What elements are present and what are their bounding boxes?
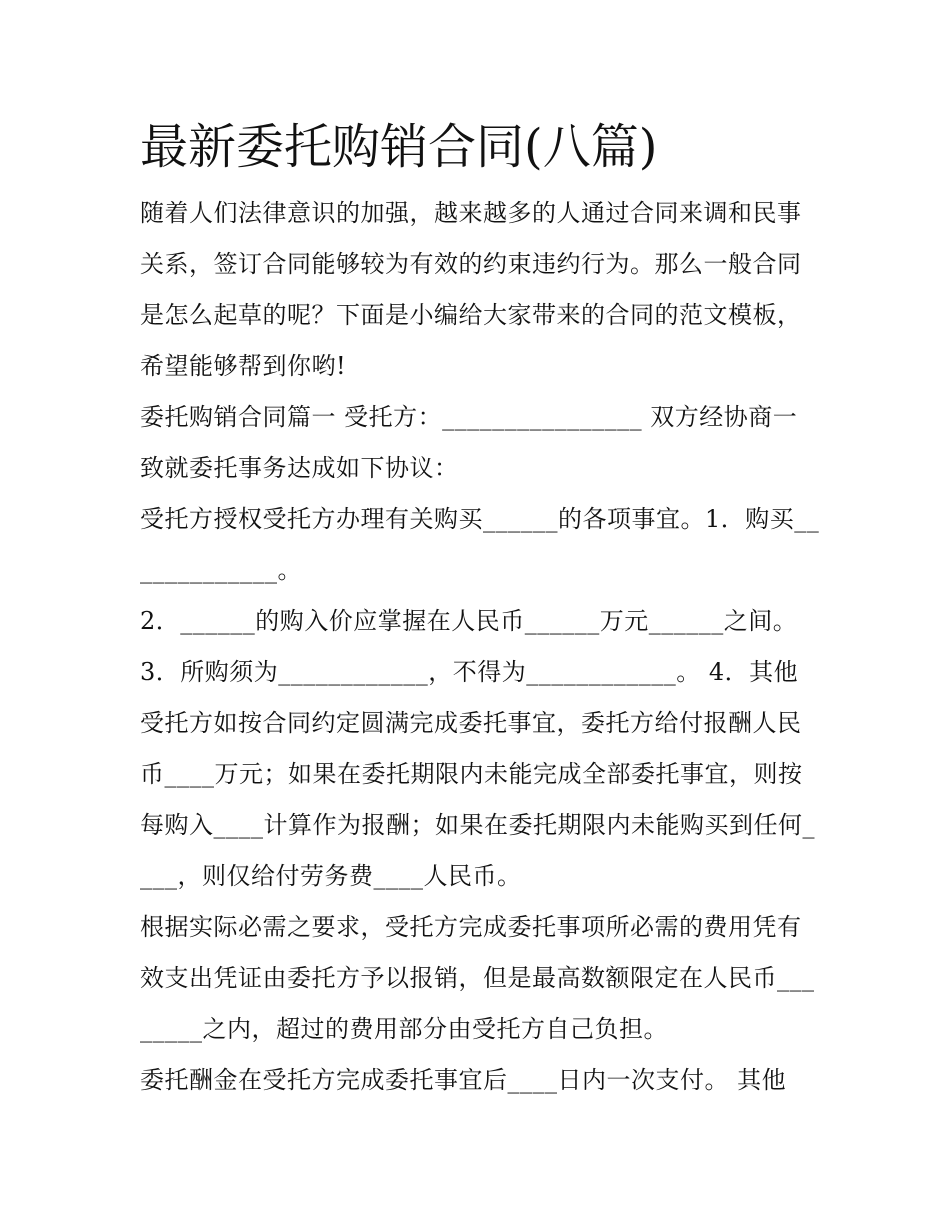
clause-3-4-paragraph: 3．所购须为____________，不得为____________。 4．其他 — [140, 658, 799, 686]
document-title: 最新委托购销合同(八篇) — [140, 119, 658, 175]
contract-parties-paragraph: 委托购销合同篇一 受托方：________________ 双方经协商一致就委托事务达成如下协议： — [140, 403, 798, 482]
expenses-paragraph: 根据实际必需之要求，受托方完成委托事项所必需的费用凭有效支出凭证由委托方予以报销，但是最高数额限定在人民币________之内，超过的费用部分由受托方自己负担。 — [140, 913, 815, 1043]
intro-paragraph: 随着人们法律意识的加强，越来越多的人通过合同来调和民事关系，签订合同能够较为有效的约束违约行为。那么一般合同是怎么起草的呢？下面是小编给大家带来的合同的范文模板，希望能够帮到你哟! — [140, 199, 802, 380]
payment-paragraph: 委托酬金在受托方完成委托事宜后____日内一次支付。 其他 — [140, 1066, 787, 1094]
clause-2-paragraph: 2．______的购入价应掌握在人民币______万元______之间。 — [140, 607, 798, 635]
document-body — [140, 112, 820, 1106]
remuneration-paragraph: 受托方如按合同约定圆满完成委托事宜，委托方给付报酬人民币____万元；如果在委托期限内未能完成全部委托事宜，则按每购入____计算作为报酬；如果在委托期限内未能购买到任何____，则仅给付劳务费____人民币。 — [140, 709, 815, 890]
clause-1-paragraph: 受托方授权受托方办理有关购买______的各项事宜。1．购买_____________。 — [140, 505, 820, 584]
